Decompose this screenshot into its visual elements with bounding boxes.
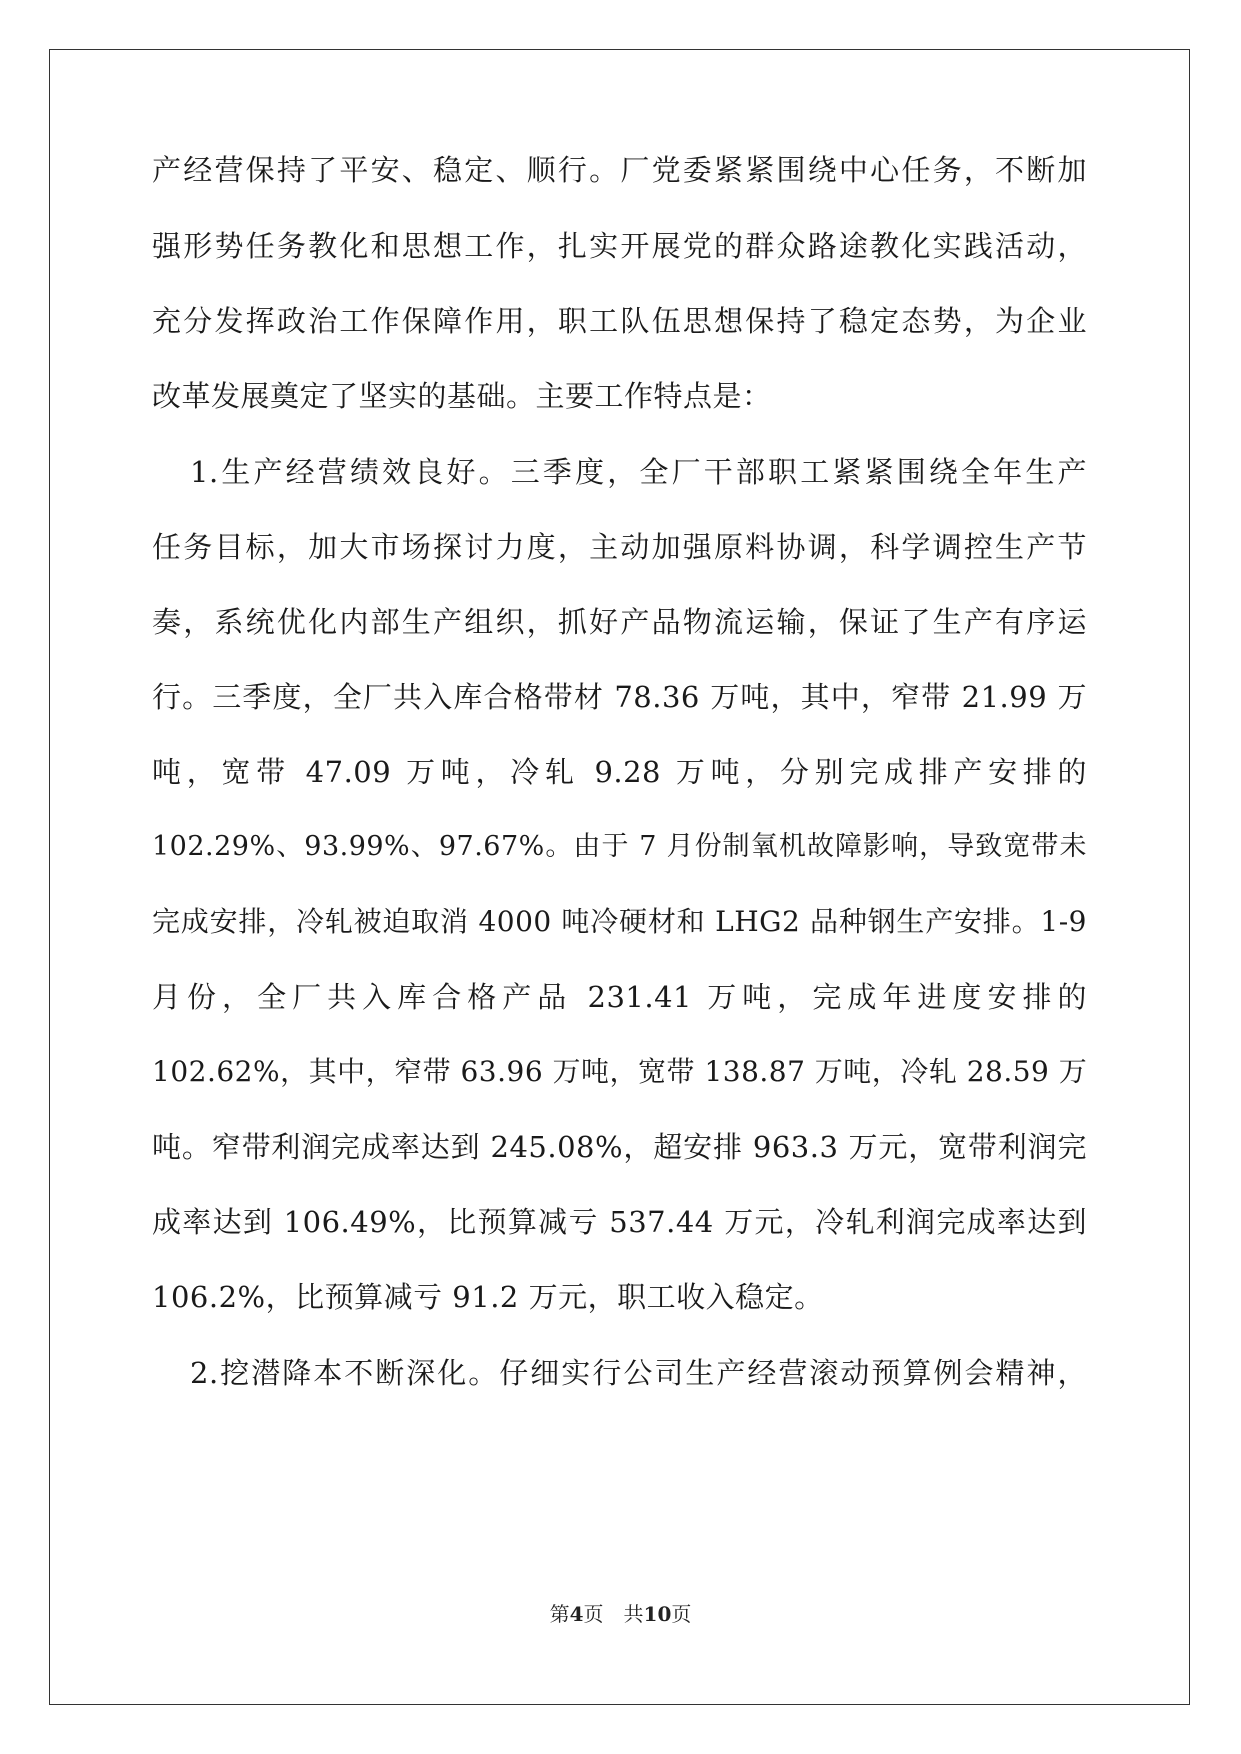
text-line: 任务目标，加大市场探讨力度，主动加强原料协调，科学调控生产节 — [152, 530, 1087, 564]
text-line: 106.2%，比预算减亏 91.2 万元，职工收入稳定。 — [152, 1280, 824, 1314]
text-line: 成率达到 106.49%，比预算减亏 537.44 万元，冷轧利润完成率达到 — [152, 1205, 1087, 1239]
paragraph-2-first-line: 2.挖潜降本不断深化。仔细实行公司生产经营滚动预算例会精神， — [190, 1356, 1087, 1390]
text-line: 产经营保持了平安、稳定、顺行。厂党委紧紧围绕中心任务，不断加 — [152, 153, 1087, 187]
footer-suffix: 页 — [671, 1602, 692, 1626]
page-border — [49, 49, 1190, 1705]
text-line: 102.62%，其中，窄带 63.96 万吨，宽带 138.87 万吨，冷轧 28.59 万 — [152, 1055, 1088, 1088]
footer-total-pages: 10 — [643, 1602, 672, 1626]
text-line: 完成安排，冷轧被迫取消 4000 吨冷硬材和 LHG2 品种钢生产安排。1-9 — [152, 905, 1087, 938]
text-line: 改革发展奠定了坚实的基础。主要工作特点是： — [152, 379, 772, 413]
text-line: 充分发挥政治工作保障作用，职工队伍思想保持了稳定态势，为企业 — [152, 304, 1087, 338]
text-line: 月份，全厂共入库合格产品 231.41 万吨，完成年进度安排的 — [152, 980, 1087, 1014]
text-line: 强形势任务教化和思想工作，扎实开展党的群众路途教化实践活动， — [152, 229, 1087, 263]
text-line: 行。三季度，全厂共入库合格带材 78.36 万吨，其中，窄带 21.99 万 — [152, 680, 1087, 714]
page-footer — [0, 1601, 1241, 1627]
paragraph-1-first-line: 1.生产经营绩效良好。三季度，全厂干部职工紧紧围绕全年生产 — [190, 455, 1087, 489]
text-line: 吨。窄带利润完成率达到 245.08%，超安排 963.3 万元，宽带利润完 — [152, 1130, 1087, 1164]
text-line: 吨，宽带 47.09 万吨，冷轧 9.28 万吨，分别完成排产安排的 — [152, 755, 1087, 789]
footer-page-number: 4 — [569, 1602, 584, 1626]
text-line: 奏，系统优化内部生产组织，抓好产品物流运输，保证了生产有序运 — [152, 605, 1087, 639]
footer-middle: 页 共 — [583, 1602, 644, 1626]
text-line: 102.29%、93.99%、97.67%。由于 7 月份制氧机故障影响，导致宽带未 — [152, 831, 1087, 862]
footer-prefix: 第 — [549, 1602, 570, 1626]
